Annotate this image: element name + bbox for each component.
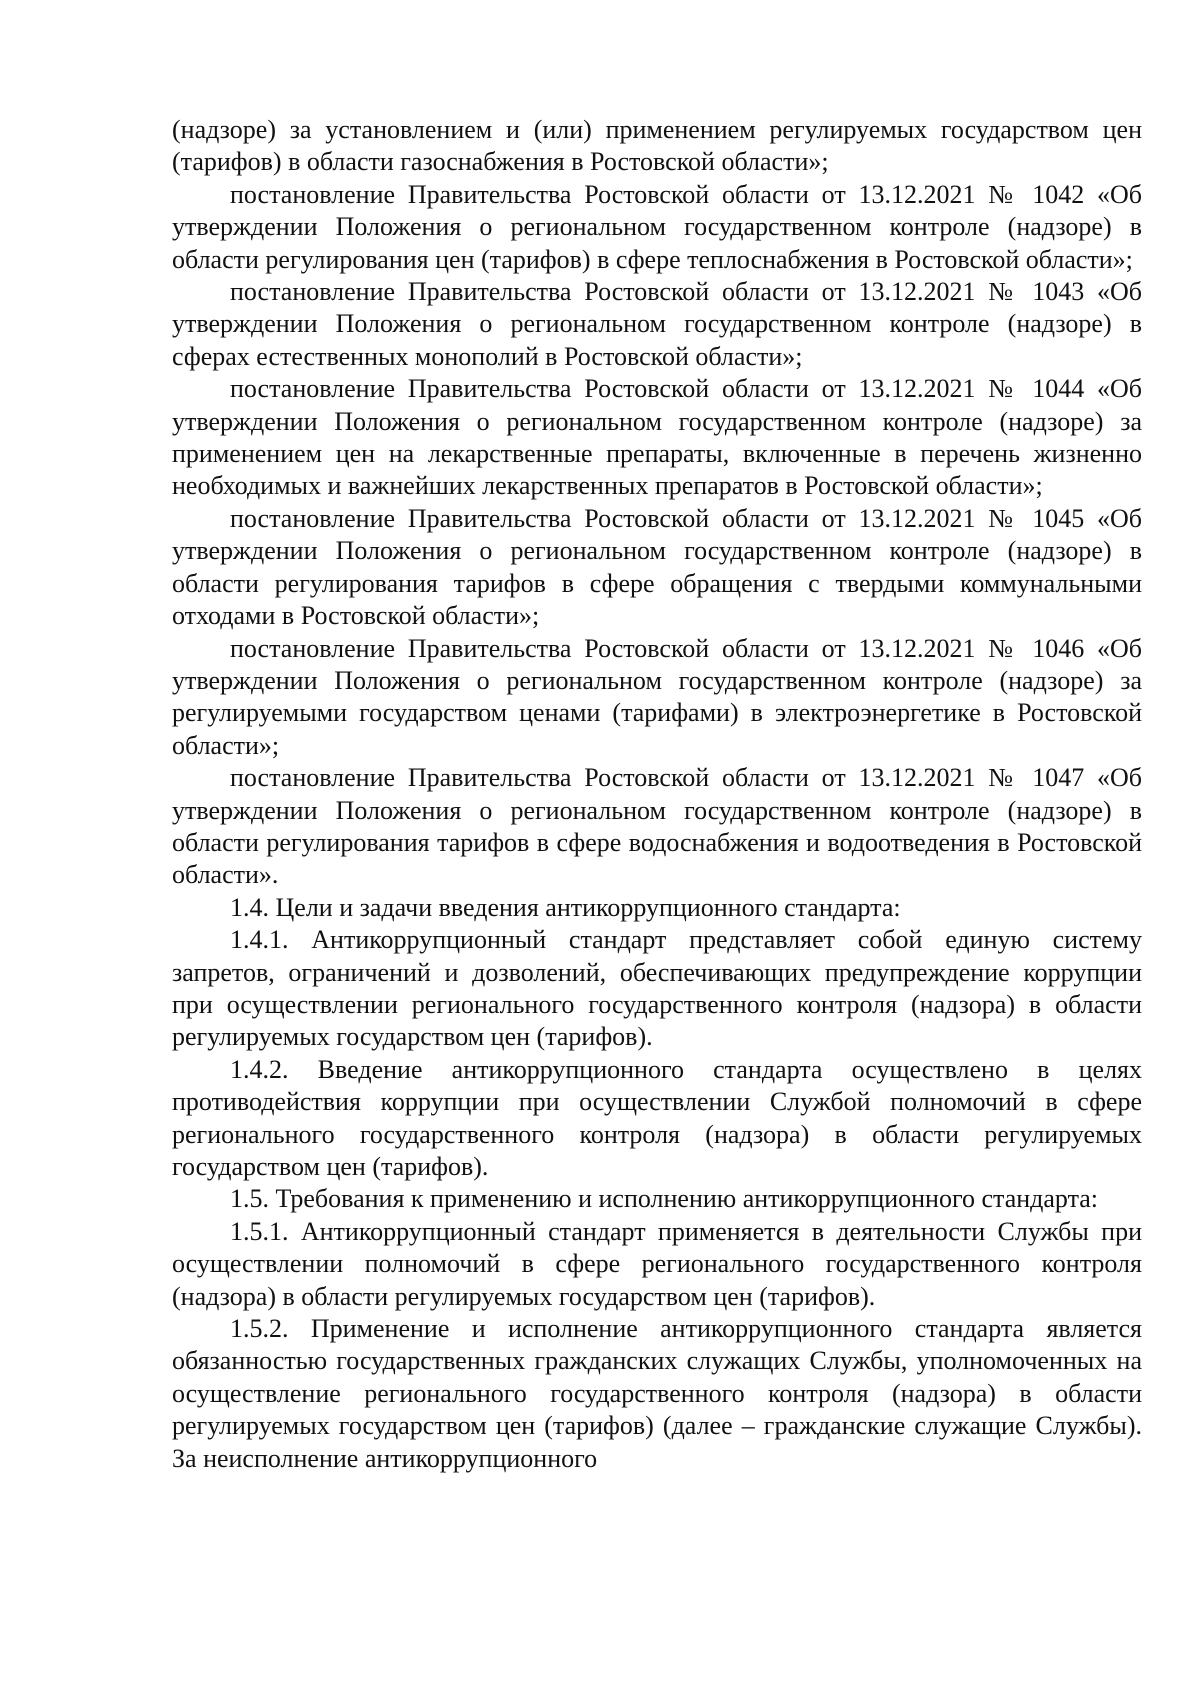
paragraph-1-4-2: 1.4.2. Введение антикоррупционного стандарта осуществлено в целях противодействия коррупции при осуществлении Службой полномочий в сфере регионального государственного контроля (надзора) в области регулируемых государством цен (тарифов). (172, 1054, 1142, 1181)
paragraph-2: постановление Правительства Ростовской области от 13.12.2021 № 1042 «Об утверждении Положения о региональном государственном контроле (надзоре) в области регулирования цен (тарифов) в сфере теплоснабжения в Ростовской области»; (172, 179, 1142, 274)
section-heading-1-4: 1.4. Цели и задачи введения антикоррупционного стандарта: (230, 892, 901, 922)
section-heading-1-5: 1.5. Требования к применению и исполнению антикоррупционного стандарта: (230, 1184, 1099, 1214)
paragraph-6: постановление Правительства Ростовской области от 13.12.2021 № 1046 «Об утверждении Положения о региональном государственном контроле (надзоре) за регулируемыми государством ценами (тарифами) в электроэнергетике в Ростовской области»; (172, 633, 1142, 760)
paragraph-1: (надзоре) за установлением и (или) применением регулируемых государством цен (тарифов) в области газоснабжения в Ростовской области»; (172, 115, 1142, 177)
paragraph-3: постановление Правительства Ростовской области от 13.12.2021 № 1043 «Об утверждении Положения о региональном государственном контроле (надзоре) в сферах естественных монополий в Ростовской области»; (172, 277, 1142, 371)
document-page (172, 114, 1142, 1475)
paragraph-1-5-1: 1.5.1. Антикоррупционный стандарт применяется в деятельности Службы при осуществлении полномочий в сфере регионального государственного контроля (надзора) в области регулируемых государством цен (тарифов). (172, 1216, 1142, 1311)
paragraph-5: постановление Правительства Ростовской области от 13.12.2021 № 1045 «Об утверждении Положения о региональном государственном контроле (надзоре) в области регулирования тарифов в сфере обращения с твердыми коммунальными отходами в Ростовской области»; (172, 503, 1142, 631)
paragraph-4: постановление Правительства Ростовской области от 13.12.2021 № 1044 «Об утверждении Положения о региональном государственном контроле (надзоре) за применением цен на лекарственные препараты, включенные в перечень жизненно необходимых и важнейших лекарственных препаратов в Ростовской области»; (172, 374, 1142, 501)
paragraph-7: постановление Правительства Ростовской области от 13.12.2021 № 1047 «Об утверждении Положения о региональном государственном контроле (надзоре) в области регулирования тарифов в сфере водоснабжения и водоотведения в Ростовской области». (172, 763, 1142, 890)
paragraph-1-5-2: 1.5.2. Применение и исполнение антикоррупционного стандарта является обязанностью государственных гражданских служащих Службы, уполномоченных на осуществление регионального государственного контроля (надзора) в области регулируемых государством цен (тарифов) (далее – гражданские служащие Службы). За неисполнение антикоррупционного (172, 1314, 1142, 1473)
paragraph-1-4-1: 1.4.1. Антикоррупционный стандарт представляет собой единую систему запретов, ограничений и дозволений, обеспечивающих предупреждение коррупции при осуществлении регионального государственного контроля (надзора) в области регулируемых государством цен (тарифов). (172, 925, 1142, 1052)
